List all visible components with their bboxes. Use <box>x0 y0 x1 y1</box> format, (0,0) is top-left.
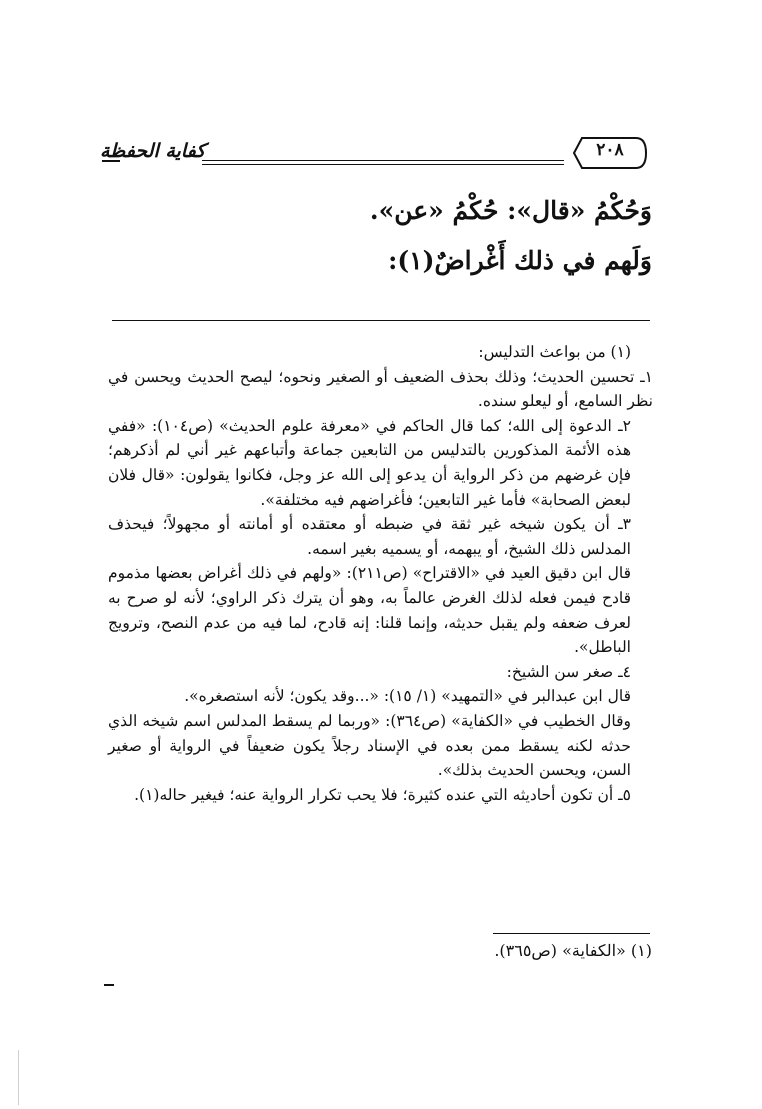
footnote-paragraph: ١ـ تحسين الحديث؛ وذلك بحذف الضعيف أو الصغير ونحوه؛ ليصح الحديث ويحسن في نظر السامع، أو ليعلو سنده. <box>108 367 653 411</box>
footnote-paragraph: ٥ـ أن تكون أحاديثه التي عنده كثيرة؛ فلا يحب تكرار الرواية عنه؛ فيغير حاله(١). <box>134 785 631 804</box>
verse-line-1: وَحُكْمُ «قال»: حُكْمُ «عن». <box>369 196 652 225</box>
footnote-block <box>108 340 653 807</box>
verse-block <box>120 186 652 286</box>
page-number-badge <box>572 136 648 166</box>
footnote-paragraph: وقال الخطيب في «الكفاية» (ص٣٦٤): «وربما لم يسقط المدلس اسم شيخه الذي حدثه لكنه يسقط ممن بعده في الإسناد رجلاً يكون ضعيفاً في الرواية أو صغير السن، ويحسن الحديث بذلك». <box>108 711 631 780</box>
footnote-paragraph: ٢ـ الدعوة إلى الله؛ كما قال الحاكم في «معرفة علوم الحديث» (ص١٠٤): «ففي هذه الأئمة المذكورين بالتدليس من التابعين جماعة وأتباعهم غير أني لم أذكرهم؛ فإن غرضهم من ذكر الرواية أن يدعو إلى الله عز وجل، فكانوا يقولون: «قال فلان لبعض الصحابة» فأما غير التابعين؛ فأغراضهم فيه مختلفة». <box>108 416 631 509</box>
page-number: ٢٠٨ <box>596 140 624 160</box>
footnote-heading: (١) من بواعث التدليس: <box>478 343 631 361</box>
footnote-separator <box>112 320 650 321</box>
footnote-paragraph: قال ابن دقيق العيد في «الاقتراح» (ص٢١١): «ولهم في ذلك أغراض بعضها مذموم قادح فيمن فعله لذلك الغرض عالماً به، وهو أن يترك ذكر الراوي؛ لأنه لو صرح به لعرف ضعفه ولم يقبل حديثه، وإنما قلنا: إنه قادح، لما فيه من عدم النصح، وترويج الباطل». <box>108 564 631 657</box>
header-rule <box>202 160 564 161</box>
page-header <box>100 132 660 172</box>
secondary-footnote: (١) «الكفاية» (ص٣٦٥). <box>494 941 652 960</box>
footnote-separator-short <box>493 933 650 934</box>
verse-line-2: وَلَهم في ذلك أَغْراضٌ(١): <box>388 246 652 275</box>
scan-edge-line <box>18 1050 19 1105</box>
title-dash-divider <box>102 160 120 162</box>
footnote-paragraph: قال ابن عبدالبر في «التمهيد» (١/ ١٥): «...وقد يكون؛ لأنه استصغره». <box>184 687 631 706</box>
running-title: كفاية الحفظة <box>100 140 206 162</box>
bottom-dash-mark <box>104 984 114 986</box>
header-rule-thin <box>202 164 564 165</box>
footnote-paragraph: ٤ـ صغر سن الشيخ: <box>506 662 631 681</box>
footnote-paragraph: ٣ـ أن يكون شيخه غير ثقة في ضبطه أو معتقده أو أمانته أو مجهولاً؛ فيحذف المدلس ذلك الشيخ، أو يبهمه، أو يسميه بغير اسمه. <box>108 515 631 558</box>
